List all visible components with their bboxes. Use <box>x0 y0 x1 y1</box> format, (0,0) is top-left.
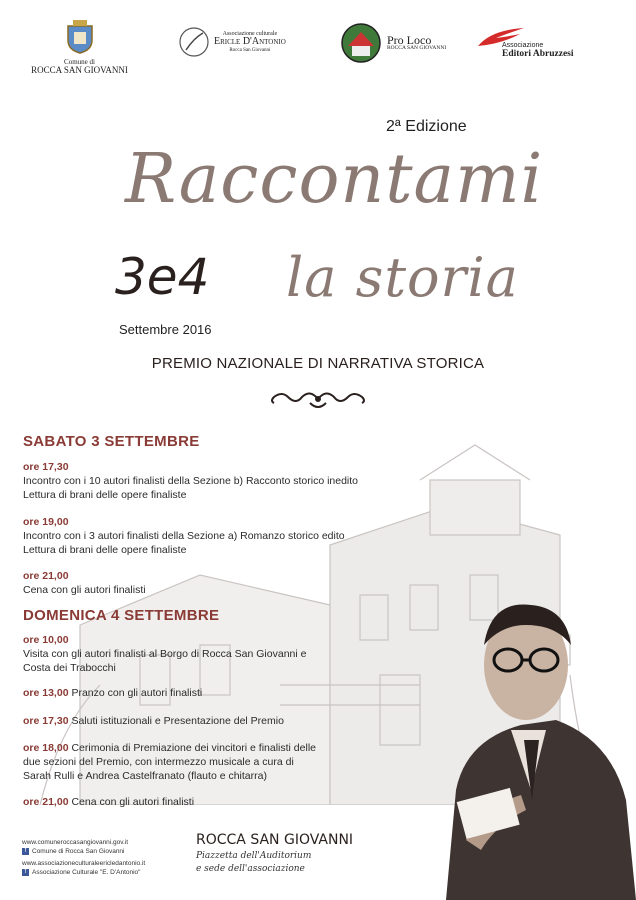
day2-event-5 <box>23 795 194 809</box>
venue-town: ROCCA SAN GIOVANNI <box>196 832 354 848</box>
day2-event-2 <box>23 686 202 700</box>
event-line: Lettura di brani delle opere finaliste <box>23 544 187 556</box>
facebook-icon: f <box>22 869 29 876</box>
editori-label: Associazione <box>502 42 544 49</box>
event-line: Cerimonia di Premiazione dei vincitori e finalisti delle <box>71 742 316 754</box>
comune-name: ROCCA SAN GIOVANNI <box>31 65 128 76</box>
facebook-icon: f <box>22 848 29 855</box>
venue-line-2: e sede dell'associazione <box>196 864 305 874</box>
proloco-title: Pro Loco <box>387 32 432 47</box>
event-line: Sarah Rulli e Andrea Castelfranato (flauto e chitarra) <box>23 770 267 782</box>
editori-name: Editori Abruzzesi <box>502 49 574 59</box>
venue-block <box>196 832 353 874</box>
logo-proloco <box>340 22 446 64</box>
quill-seal-icon <box>178 26 210 58</box>
edition-label: 2ª Edizione <box>386 118 467 135</box>
title-raccontami: Raccontami <box>125 140 544 219</box>
event-time: ore 17,30 <box>23 715 69 727</box>
title-dates: 3e4 <box>115 248 210 306</box>
day1-event-1 <box>23 460 358 502</box>
event-line: Incontro con i 3 autori finalisti della Sezione a) Romanzo storico edito <box>23 530 345 542</box>
event-time: ore 18,00 <box>23 742 69 754</box>
event-time: ore 10,00 <box>23 634 69 646</box>
footer-links <box>22 838 145 877</box>
logo-ericle-dantonio <box>178 26 286 58</box>
event-line: due sezioni del Premio, con intermezzo musicale a cura di <box>23 756 294 768</box>
author-photo <box>426 590 636 900</box>
day1-event-3 <box>23 569 146 597</box>
event-line: Cena con gli autori finalisti <box>23 584 146 596</box>
day2-event-1 <box>23 633 306 675</box>
logo-editori-abruzzesi <box>476 26 596 62</box>
logo-comune <box>22 20 137 76</box>
event-line: Costa dei Trabocchi <box>23 662 116 674</box>
coat-of-arms-icon <box>65 20 95 54</box>
event-time: ore 21,00 <box>23 570 69 582</box>
comune-label: Comune di <box>64 58 95 66</box>
website-link-associazione[interactable]: www.associazioneculturaleericledantonio.it <box>22 860 146 867</box>
facebook-link-associazione[interactable]: Associazione Culturale "E. D'Antonio" <box>32 869 141 876</box>
event-line: Saluti istituzionali e Presentazione del Premio <box>71 715 284 727</box>
ericle-name: Ericle D'Antonio <box>214 36 286 48</box>
website-link-comune[interactable]: www.comuneroccasangiovanni.gov.it <box>22 839 129 846</box>
event-time: ore 19,00 <box>23 516 69 528</box>
event-line: Lettura di brani delle opere finaliste <box>23 489 187 501</box>
day1-heading: SABATO 3 SETTEMBRE <box>23 433 200 450</box>
proloco-emblem-icon <box>340 22 382 64</box>
event-line: Incontro con i 10 autori finalisti della Sezione b) Racconto storico inedito <box>23 475 359 487</box>
ericle-label: Associazione culturale <box>222 30 278 37</box>
event-line: Visita con gli autori finalisti al Borgo di Rocca San Giovanni e <box>23 648 307 660</box>
day2-event-4 <box>23 741 316 783</box>
event-line: Pranzo con gli autori finalisti <box>71 687 203 699</box>
day2-event-3 <box>23 714 284 728</box>
day2-heading: DOMENICA 4 SETTEMBRE <box>23 607 220 624</box>
subtitle: PREMIO NAZIONALE DI NARRATIVA STORICA <box>151 355 485 372</box>
facebook-link-comune[interactable]: Comune di Rocca San Giovanni <box>32 848 125 855</box>
title-la-storia: la storia <box>286 246 519 309</box>
event-time: ore 17,30 <box>23 461 69 473</box>
event-line: Cena con gli autori finalisti <box>71 796 195 808</box>
ericle-place: Rocca San Giovanni <box>229 47 271 53</box>
month-label: Settembre 2016 <box>119 322 212 337</box>
day1-event-2 <box>23 515 345 557</box>
event-time: ore 13,00 <box>23 687 69 699</box>
ornament-divider <box>266 385 370 413</box>
event-time: ore 21,00 <box>23 796 69 808</box>
proloco-place: ROCCA SAN GIOVANNI <box>387 45 447 52</box>
venue-line-1: Piazzetta dell'Auditorium <box>196 851 312 861</box>
